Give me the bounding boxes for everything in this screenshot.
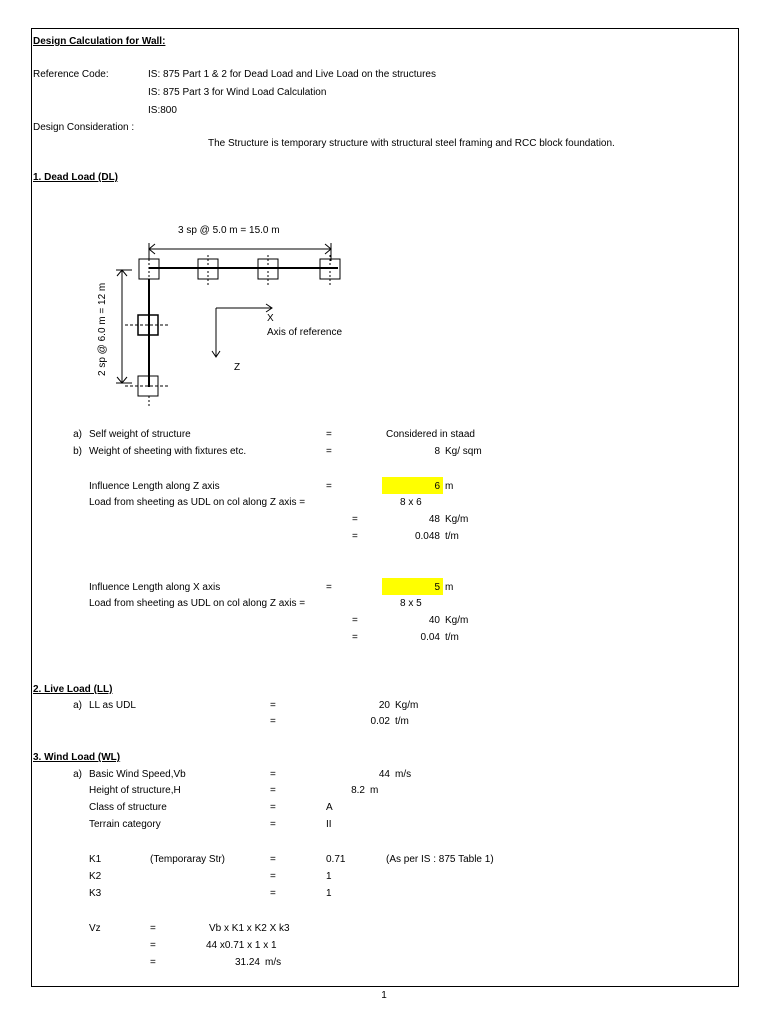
reference-label: Reference Code:	[33, 69, 109, 80]
k-factor-value: 1	[326, 871, 332, 882]
equals-sign: =	[150, 923, 156, 934]
udl-z-unit-t: t/m	[445, 531, 459, 542]
influence-z-label: Influence Length along Z axis	[89, 481, 220, 492]
equals-sign: =	[270, 871, 276, 882]
wind-param-value: II	[326, 819, 332, 830]
vz-label: Vz	[89, 923, 101, 934]
equals-sign: =	[270, 888, 276, 899]
udl-x-value-kg: 40	[428, 615, 440, 626]
ll-value-kg: 20	[378, 700, 390, 711]
udl-z-expr: 8 x 6	[400, 497, 422, 508]
live-load-heading: 2. Live Load (LL)	[33, 684, 113, 695]
vz-formula: Vb x K1 x K2 X k3	[209, 923, 290, 934]
column-node-icon	[125, 376, 170, 407]
equals-sign: =	[270, 819, 276, 830]
wind-param-label: Basic Wind Speed,Vb	[89, 769, 186, 780]
equals-sign: =	[352, 514, 358, 525]
equals-sign: =	[150, 940, 156, 951]
item-marker: b)	[73, 446, 82, 457]
vz-unit: m/s	[265, 957, 282, 968]
k-factor-value: 0.71	[326, 854, 346, 865]
column-node-icon	[125, 315, 170, 335]
equals-sign: =	[352, 531, 358, 542]
wind-param-label: Terrain category	[89, 819, 161, 830]
k-factor-label: K1	[89, 854, 102, 865]
udl-x-expr: 8 x 5	[400, 598, 422, 609]
ll-label: LL as UDL	[89, 700, 136, 711]
udl-z-label: Load from sheeting as UDL on col along Z axis =	[89, 497, 306, 508]
frame-diagram	[80, 215, 380, 410]
vz-substitution: 44 x0.71 x 1 x 1	[206, 940, 277, 951]
item-marker: a)	[73, 700, 82, 711]
influence-z-unit: m	[445, 481, 454, 492]
equals-sign: =	[326, 582, 332, 593]
influence-z-value: 6	[434, 481, 440, 492]
page-number: 1	[381, 990, 387, 1001]
x-axis-label: X	[267, 313, 274, 324]
k-factor-label: K3	[89, 888, 102, 899]
wind-param-value: 44	[378, 769, 390, 780]
sheeting-weight-label: Weight of sheeting with fixtures etc.	[89, 446, 247, 457]
k-factor-value: 1	[326, 888, 332, 899]
udl-z-unit-kg: Kg/m	[445, 514, 469, 525]
column-node-icon	[320, 255, 340, 287]
dead-load-heading: 1. Dead Load (DL)	[33, 172, 119, 183]
z-axis-label: Z	[234, 362, 241, 373]
influence-x-label: Influence Length along X axis	[89, 582, 221, 593]
k-factor-note: (Temporaray Str)	[150, 854, 226, 865]
wind-param-unit: m/s	[395, 769, 412, 780]
udl-x-unit-t: t/m	[445, 632, 459, 643]
self-weight-label: Self weight of structure	[89, 429, 191, 440]
ll-unit-kg: Kg/m	[395, 700, 419, 711]
influence-x-value: 5	[434, 582, 440, 593]
equals-sign: =	[270, 802, 276, 813]
k-factor-ref: (As per IS : 875 Table 1)	[386, 854, 494, 865]
ll-value-t: 0.02	[370, 716, 390, 727]
equals-sign: =	[326, 446, 332, 457]
column-node-icon	[250, 255, 286, 287]
page-title: Design Calculation for Wall:	[33, 36, 166, 47]
udl-x-unit-kg: Kg/m	[445, 615, 469, 626]
axis-reference-label: Axis of reference	[267, 327, 343, 338]
consideration-text: The Structure is temporary structure with structural steel framing and RCC block foundation.	[208, 138, 615, 149]
wind-param-unit: m	[370, 785, 379, 796]
equals-sign: =	[352, 615, 358, 626]
udl-x-label: Load from sheeting as UDL on col along Z axis =	[89, 598, 306, 609]
influence-x-unit: m	[445, 582, 454, 593]
udl-z-value-t: 0.048	[414, 531, 440, 542]
equals-sign: =	[270, 716, 276, 727]
self-weight-value: Considered in staad	[386, 429, 475, 440]
equals-sign: =	[326, 481, 332, 492]
equals-sign: =	[270, 785, 276, 796]
wind-param-label: Height of structure,H	[89, 785, 181, 796]
reference-line: IS: 875 Part 1 & 2 for Dead Load and Live Load on the structures	[148, 69, 436, 80]
equals-sign: =	[270, 700, 276, 711]
equals-sign: =	[326, 429, 332, 440]
wind-load-heading: 3. Wind Load (WL)	[33, 752, 121, 763]
equals-sign: =	[150, 957, 156, 968]
equals-sign: =	[270, 854, 276, 865]
vz-value: 31.24	[234, 957, 260, 968]
wind-param-value: 8.2	[351, 785, 365, 796]
top-dim-label: 3 sp @ 5.0 m = 15.0 m	[178, 225, 280, 236]
item-marker: a)	[73, 769, 82, 780]
sheeting-weight-value: 8	[434, 446, 440, 457]
wind-param-value: A	[326, 802, 333, 813]
reference-line: IS: 875 Part 3 for Wind Load Calculation	[148, 87, 327, 98]
udl-z-value-kg: 48	[428, 514, 440, 525]
udl-x-value-t: 0.04	[420, 632, 440, 643]
equals-sign: =	[352, 632, 358, 643]
side-dim-label: 2 sp @ 6.0 m = 12 m	[97, 282, 108, 376]
equals-sign: =	[270, 769, 276, 780]
column-node-icon	[190, 255, 226, 287]
reference-line: IS:800	[148, 105, 177, 116]
item-marker: a)	[73, 429, 82, 440]
k-factor-label: K2	[89, 871, 102, 882]
consideration-label: Design Consideration :	[33, 122, 135, 133]
ll-unit-t: t/m	[395, 716, 409, 727]
sheeting-weight-unit: Kg/ sqm	[445, 446, 482, 457]
wind-param-label: Class of structure	[89, 802, 167, 813]
